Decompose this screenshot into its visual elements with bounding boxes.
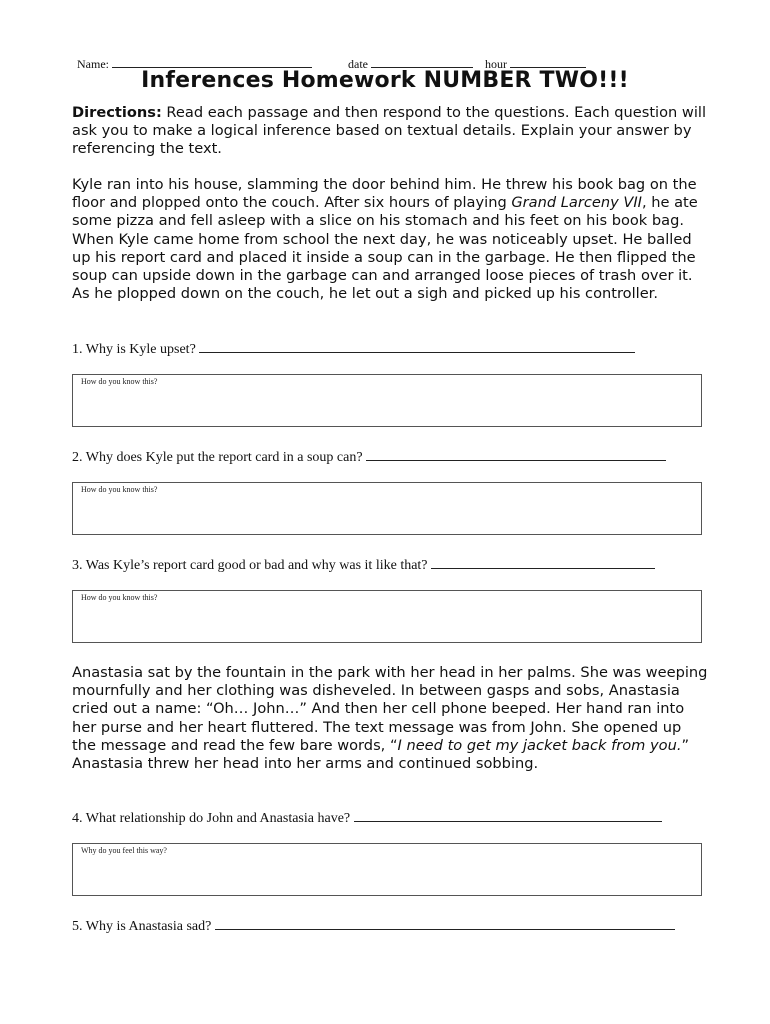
directions-label: Directions: [72,104,162,121]
directions [72,104,708,159]
passage-kyle-part2: , he ate some pizza and fell asleep with a slice on his stomach and his feet on his book bag. When Kyle came home from school the next day, he was noticeably upset. He balled up his report card and placed it inside a soup can in the garbage. He then flipped the soup can upside down in the garbage can and arranged loose pieces of trash over it. As he plopped down on the couch, he let out a sigh and picked up his controller. [72,194,698,303]
question-1 [72,340,702,358]
answer-box-1-prompt: How do you know this? [81,377,158,386]
question-1-text: 1. Why is Kyle upset? [72,342,196,357]
question-4-text: 4. What relationship do John and Anastasia have? [72,811,351,826]
text-message-quote: I need to get my jacket back from you. [397,736,682,754]
question-1-answer-line[interactable] [199,340,635,353]
answer-box-2-prompt: How do you know this? [81,485,158,494]
date-blank[interactable] [371,56,473,68]
passage-anastasia-part1: Anastasia sat by the fountain in the park with her head in her palms. She was weeping mournfully and her clothing was disheveled. In between gasps and sobs, Anastasia cried out a name: “Oh… John…” And then her cell phone beeped. Her hand ran into her purse and her heart fluttered. The text message was from John. She opened up the message and read the few bare words, “ [72,664,708,754]
passage-kyle-part1: Kyle ran into his house, slamming the door behind him. He threw his book bag on the floor and plopped onto the couch. After six hours of playing [72,176,697,212]
question-3-answer-line[interactable] [431,556,655,569]
question-2 [72,448,702,466]
question-3-text: 3. Was Kyle’s report card good or bad and why was it like that? [72,558,428,573]
hour-label: hour [485,57,507,71]
answer-box-4-prompt: Why do you feel this way? [81,846,167,855]
question-2-answer-line[interactable] [366,448,666,461]
passage-anastasia [72,664,708,773]
question-5-answer-line[interactable] [215,917,675,930]
name-label: Name: [77,57,109,71]
question-5-text: 5. Why is Anastasia sad? [72,919,212,934]
question-4 [72,809,702,827]
name-blank[interactable] [112,56,312,68]
question-3 [72,556,702,574]
passage-kyle [72,176,708,303]
game-title: Grand Larceny VII [511,194,642,212]
date-label: date [348,57,368,71]
answer-box-3[interactable] [72,590,702,643]
directions-text: Read each passage and then respond to the questions. Each question will ask you to make a logical inference based on textual details. Explain your answer by referencing the text. [72,104,707,158]
question-5 [72,917,702,935]
answer-box-3-prompt: How do you know this? [81,593,158,602]
answer-box-2[interactable] [72,482,702,535]
question-4-answer-line[interactable] [354,809,662,822]
answer-box-4[interactable] [72,843,702,896]
question-2-text: 2. Why does Kyle put the report card in a soup can? [72,450,363,465]
answer-box-1[interactable] [72,374,702,427]
passage-anastasia-part2: ” Anastasia threw her head into her arms and continued sobbing. [72,736,690,773]
hour-blank[interactable] [510,56,586,68]
page-title: Inferences Homework NUMBER TWO!!! [141,68,629,93]
